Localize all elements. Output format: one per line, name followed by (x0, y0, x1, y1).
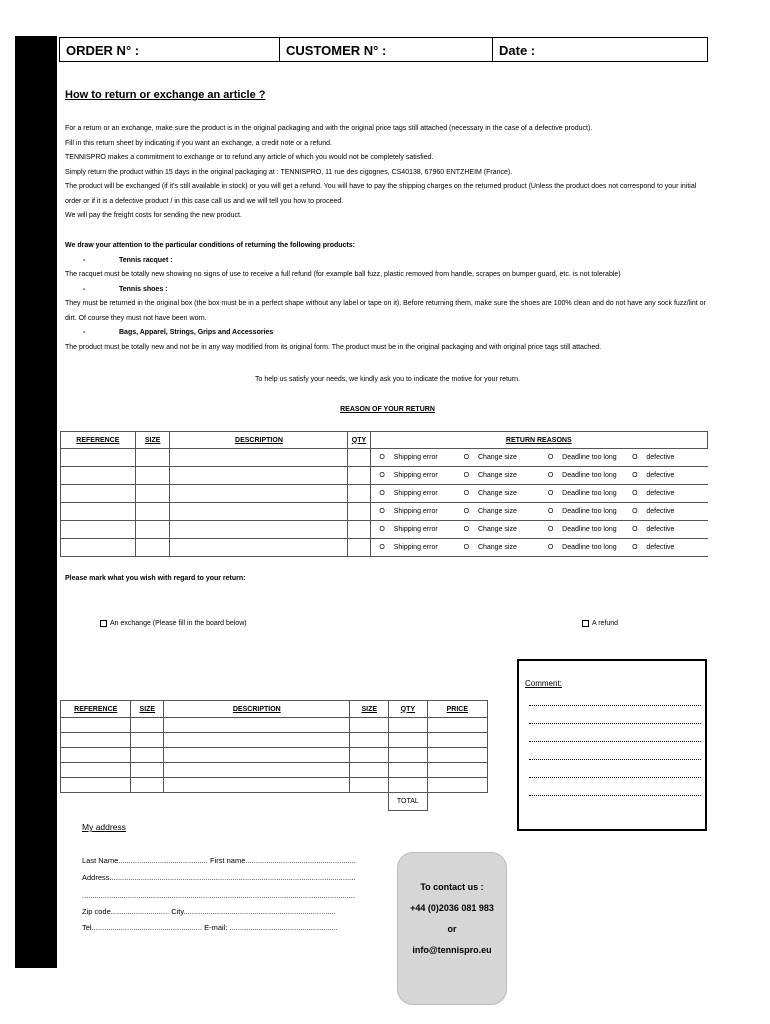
table-cell[interactable] (170, 449, 348, 467)
table-cell[interactable] (131, 763, 164, 778)
reason-label: defective (646, 467, 707, 485)
reason-label: Deadline too long (562, 521, 623, 539)
table-cell[interactable] (164, 718, 350, 733)
intro-line: The product will be exchanged (if it's still available in stock) or you will get a refund. You will have to pay the shipping charges on the returned product (Unless the product does not correspond to your initial order or if it is a defective product / in this case call us and we will tell you how to proceed. (65, 183, 697, 205)
circle-icon[interactable]: O (547, 526, 554, 533)
reason-label: Change size (478, 449, 539, 467)
racquet-title: Tennis racquet : (119, 256, 173, 264)
reason-radio[interactable] (455, 539, 478, 557)
circle-icon[interactable]: O (379, 472, 385, 479)
table-cell[interactable] (389, 748, 428, 763)
table-cell[interactable] (170, 539, 348, 557)
col-reference: REFERENCE (61, 432, 136, 449)
table-cell[interactable] (164, 763, 350, 778)
customer-number-field[interactable]: CUSTOMER N° : (280, 38, 493, 61)
comment-line[interactable] (529, 688, 701, 706)
reason-label: Change size (478, 539, 539, 557)
order-number-field[interactable]: ORDER N° : (60, 38, 280, 61)
reason-radio[interactable] (539, 467, 562, 485)
table-row (61, 539, 708, 557)
table-cell[interactable] (427, 763, 487, 778)
comment-box[interactable] (517, 659, 707, 831)
reason-label: defective (646, 503, 707, 521)
table-cell[interactable] (131, 718, 164, 733)
table-cell[interactable] (135, 449, 170, 467)
col-size: SIZE (135, 432, 170, 449)
table-cell[interactable] (135, 467, 170, 485)
table-cell[interactable] (348, 449, 370, 467)
reason-radio[interactable] (623, 539, 646, 557)
table-cell[interactable] (170, 521, 348, 539)
bags-text: The product must be totally new and not be in any way modified from its original form. The product must be in the original packaging and with original price tags still attached. (65, 343, 602, 351)
table-cell[interactable] (389, 778, 428, 793)
reason-radio[interactable] (539, 539, 562, 557)
exchange-table (60, 700, 488, 811)
reason-radio[interactable] (370, 449, 394, 467)
reason-label: Shipping error (394, 539, 455, 557)
circle-icon[interactable]: O (547, 472, 554, 479)
reason-label: Change size (478, 485, 539, 503)
conditions-text (65, 239, 710, 355)
reason-label: Deadline too long (562, 503, 623, 521)
circle-icon[interactable]: O (547, 508, 554, 515)
table-cell[interactable] (389, 733, 428, 748)
comment-line[interactable] (529, 724, 701, 742)
exchange-checkbox[interactable] (100, 620, 107, 627)
circle-icon[interactable]: O (463, 526, 470, 533)
reason-radio[interactable] (539, 485, 562, 503)
col-size-new: SIZE (350, 701, 389, 718)
table-row (61, 467, 708, 485)
comment-title: Comment: (525, 679, 562, 688)
name-line[interactable]: Last Name........................................... First name..................................................... (82, 856, 356, 865)
date-field[interactable]: Date : (499, 43, 536, 58)
reason-radio[interactable] (623, 449, 646, 467)
mark-text: Please mark what you wish with regard to your return: (65, 575, 246, 582)
table-cell[interactable] (135, 521, 170, 539)
intro-line: Fill in this return sheet by indicating if you want an exchange, a credit note or a refund. (65, 139, 332, 147)
option-refund[interactable] (582, 617, 618, 632)
table-cell[interactable] (170, 503, 348, 521)
circle-icon[interactable]: O (632, 526, 638, 533)
table-cell[interactable] (348, 485, 370, 503)
total-row (61, 793, 488, 811)
comment-line[interactable] (529, 760, 701, 778)
table-cell[interactable] (427, 718, 487, 733)
contact-or: or (447, 924, 457, 934)
table-cell[interactable] (131, 733, 164, 748)
reason-label: Shipping error (394, 467, 455, 485)
return-table (60, 431, 708, 557)
sidebar-banner (15, 36, 57, 968)
circle-icon[interactable]: O (379, 526, 385, 533)
reason-radio[interactable] (455, 503, 478, 521)
table-cell[interactable] (135, 485, 170, 503)
shoes-title: Tennis shoes : (119, 285, 168, 293)
table-cell[interactable] (61, 485, 136, 503)
shoes-text: They must be returned in the original box (the box must be in a perfect shape without any label or tape on it). Before returning them, make sure the shoes are 100% clean and do not have any sock fuzz/lint or dirt. Of course they must not have been worn. (65, 300, 706, 322)
reason-label: Shipping error (394, 485, 455, 503)
intro-text (65, 122, 710, 224)
table-cell[interactable] (164, 778, 350, 793)
table-cell[interactable] (350, 718, 389, 733)
reason-radio[interactable] (539, 449, 562, 467)
col-return-reasons: RETURN REASONS (370, 432, 707, 449)
circle-icon[interactable]: O (463, 544, 470, 551)
reason-label: Change size (478, 467, 539, 485)
table-cell[interactable] (61, 763, 131, 778)
table-cell[interactable] (427, 748, 487, 763)
dash: - (83, 256, 86, 264)
intro-line: For a return or an exchange, make sure the product is in the original packaging and with the original price tags still attached (necessary in the case of a defective product). (65, 125, 593, 132)
table-cell[interactable] (61, 467, 136, 485)
reason-label: Shipping error (394, 503, 455, 521)
contact-title: To contact us : (420, 882, 484, 892)
reason-label: Shipping error (394, 521, 455, 539)
contact-email: info@tennispro.eu (412, 945, 492, 955)
col-description: DESCRIPTION (164, 701, 350, 718)
table-cell[interactable] (427, 733, 487, 748)
dash: - (83, 329, 86, 336)
reason-radio[interactable] (455, 485, 478, 503)
reason-radio[interactable] (623, 485, 646, 503)
table-cell[interactable] (348, 467, 370, 485)
table-cell[interactable] (135, 539, 170, 557)
table-cell[interactable] (389, 718, 428, 733)
table-cell[interactable] (350, 748, 389, 763)
comment-line[interactable] (529, 778, 701, 796)
table-cell[interactable] (61, 778, 131, 793)
table-row (61, 718, 488, 733)
table-row (61, 449, 708, 467)
reason-label: Shipping error (394, 449, 455, 467)
reason-label: Deadline too long (562, 485, 623, 503)
section-title: How to return or exchange an article ? (65, 89, 266, 101)
address-line[interactable]: Address...................................................................................................................... (82, 873, 356, 882)
zip-city-line[interactable]: Zip code............................ City......................................................................... (82, 907, 336, 916)
table-cell[interactable] (61, 539, 136, 557)
reason-label: Deadline too long (562, 539, 623, 557)
table-cell[interactable] (427, 778, 487, 793)
reason-radio[interactable] (370, 485, 394, 503)
address-title: My address (82, 822, 126, 832)
col-size: SIZE (131, 701, 164, 718)
reason-label: Change size (478, 521, 539, 539)
circle-icon[interactable]: O (463, 472, 470, 479)
reason-label: defective (646, 485, 707, 503)
reason-radio[interactable] (370, 503, 394, 521)
reason-radio[interactable] (370, 467, 394, 485)
option-exchange[interactable] (100, 617, 247, 632)
intro-line: Simply return the product within 15 days in the original packaging at : TENNISPRO, 11 rue des cigognes, CS40138, 67960 ENTZHEIM (France). (65, 168, 513, 176)
table-cell[interactable] (61, 733, 131, 748)
table-row (61, 748, 488, 763)
reason-radio[interactable] (623, 521, 646, 539)
reason-radio[interactable] (539, 521, 562, 539)
conditions-heading: We draw your attention to the particular conditions of returning the following products: (65, 242, 355, 249)
comment-line[interactable] (529, 706, 701, 724)
table-cell[interactable] (164, 733, 350, 748)
circle-icon[interactable]: O (632, 544, 638, 551)
reason-radio[interactable] (370, 539, 394, 557)
racquet-text: The racquet must be totally new showing no signs of use to receive a full refund (for example ball fuzz, plastic removed from handle, scrapes on bumper guard, etc. is not tolerable) (65, 271, 621, 278)
contact-phone: +44 (0)2036 081 983 (410, 903, 494, 913)
reason-label: Change size (478, 503, 539, 521)
intro-line: TENNISPRO makes a commitment to exchange or to refund any article of which you would not be completely satisfied. (65, 154, 434, 161)
table-cell[interactable] (170, 467, 348, 485)
table-cell[interactable] (61, 718, 131, 733)
bags-title: Bags, Apparel, Strings, Grips and Accessories (119, 329, 274, 336)
dash: - (83, 285, 86, 293)
col-price: PRICE (427, 701, 487, 718)
table-cell[interactable] (61, 748, 131, 763)
reason-label: defective (646, 521, 707, 539)
header-table (59, 37, 708, 62)
table-cell[interactable] (135, 503, 170, 521)
circle-icon[interactable]: O (547, 454, 554, 461)
col-qty: QTY (348, 432, 370, 449)
refund-checkbox[interactable] (582, 620, 589, 627)
circle-icon[interactable]: O (547, 490, 554, 497)
col-reference: REFERENCE (61, 701, 131, 718)
table-row (61, 521, 708, 539)
contact-box (397, 852, 507, 1005)
table-cell[interactable] (131, 748, 164, 763)
refund-label: A refund (592, 620, 619, 627)
table-cell[interactable] (61, 503, 136, 521)
reason-radio[interactable] (623, 467, 646, 485)
table-row (61, 778, 488, 793)
circle-icon[interactable]: O (632, 472, 638, 479)
circle-icon[interactable]: O (379, 454, 385, 461)
reason-label: Deadline too long (562, 467, 623, 485)
col-description: DESCRIPTION (170, 432, 348, 449)
circle-icon[interactable]: O (547, 544, 554, 551)
col-qty: QTY (389, 701, 428, 718)
table-row (61, 503, 708, 521)
exchange-label: An exchange (Please fill in the board below) (110, 620, 247, 627)
address-line-2[interactable]: ................................................................................................................................... (82, 891, 355, 900)
table-row (61, 485, 708, 503)
table-cell[interactable] (348, 503, 370, 521)
comment-line[interactable] (529, 742, 701, 760)
circle-icon[interactable]: O (463, 508, 470, 515)
table-cell[interactable] (61, 449, 136, 467)
circle-icon[interactable]: O (463, 490, 470, 497)
table-cell[interactable] (348, 521, 370, 539)
reason-radio[interactable] (623, 503, 646, 521)
reason-radio[interactable] (370, 521, 394, 539)
table-cell[interactable] (348, 539, 370, 557)
circle-icon[interactable]: O (379, 508, 385, 515)
table-cell[interactable] (389, 763, 428, 778)
table-cell[interactable] (350, 733, 389, 748)
table-cell[interactable] (350, 778, 389, 793)
table-row (61, 733, 488, 748)
table-row (61, 763, 488, 778)
reason-radio[interactable] (455, 449, 478, 467)
reason-label: Deadline too long (562, 449, 623, 467)
table-cell[interactable] (350, 763, 389, 778)
table-cell[interactable] (164, 748, 350, 763)
reason-radio[interactable] (455, 467, 478, 485)
reason-radio[interactable] (455, 521, 478, 539)
motive-text: To help us satisfy your needs, we kindly ask you to indicate the motive for your return. (255, 376, 520, 383)
reason-radio[interactable] (539, 503, 562, 521)
total-label: TOTAL (389, 793, 428, 811)
table-cell[interactable] (61, 521, 136, 539)
reason-label: defective (646, 449, 707, 467)
circle-icon[interactable]: O (379, 544, 385, 551)
circle-icon[interactable]: O (632, 508, 638, 515)
circle-icon[interactable]: O (379, 490, 385, 497)
circle-icon[interactable]: O (463, 454, 470, 461)
phone-email-line[interactable]: Tel..................................................... E-mail: .................................................... (82, 923, 338, 932)
table-cell[interactable] (170, 485, 348, 503)
circle-icon[interactable]: O (632, 454, 638, 461)
reason-title: REASON OF YOUR RETURN (340, 406, 435, 413)
reason-label: defective (646, 539, 707, 557)
circle-icon[interactable]: O (632, 490, 638, 497)
table-cell[interactable] (131, 778, 164, 793)
intro-line: We will pay the freight costs for sending the new product. (65, 212, 242, 219)
